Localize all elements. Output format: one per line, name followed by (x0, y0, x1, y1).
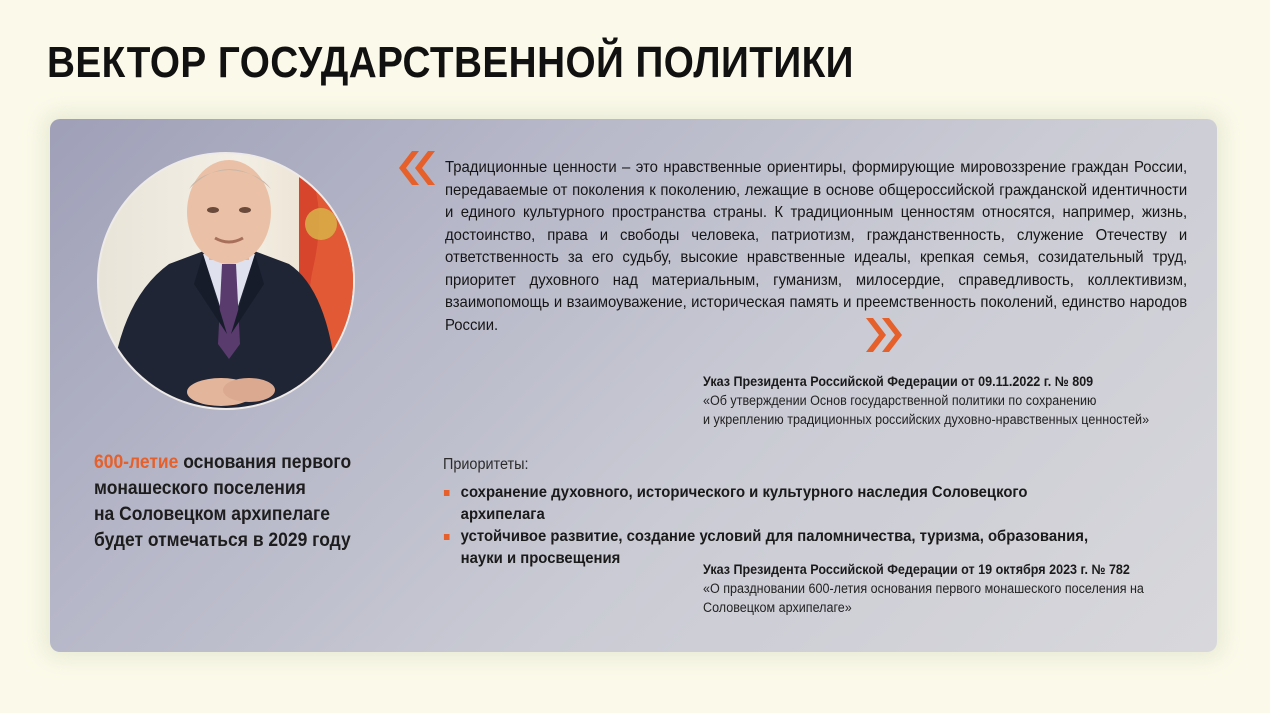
decree-809-citation (703, 372, 1187, 429)
list-item (443, 482, 1094, 526)
quote-text: Традиционные ценности – это нравственные ориентиры, формирующие мировоззрение граждан России, передаваемые от поколения к поколению, лежащие в основе общероссийской гражданской идентичности и единого культурного пространства страны. К традиционным ценностям относятся, например, жизнь, достоинство, права и свободы человека, патриотизм, гражданственность, служение Отечеству и ответственность за его судьбу, высокие нравственные идеалы, крепкая семья, созидательный труд, приоритет духовного над материальным, гуманизм, милосердие, справедливость, коллективизм, взаимопомощь и взаимоуважение, историческая память и преемственность поколений, единство народов России. (445, 159, 1188, 334)
bullet-icon (444, 534, 450, 540)
priority-item-text: устойчивое развитие, создание условий для паломничества, туризма, образования, науки и просвещения (460, 528, 1089, 567)
decree-782-title: Указ Президента Российской Федерации от 19 октября 2023 г. № 782 (703, 562, 1130, 577)
anniversary-line4: будет отмечаться в 2029 году (94, 530, 351, 551)
decree-782-citation (703, 560, 1187, 617)
decree-809-title: Указ Президента Российской Федерации от 09.11.2022 г. № 809 (703, 374, 1094, 389)
bullet-icon (444, 490, 450, 496)
decree-809-line2: и укреплению традиционных российских духовно-нравственных ценностей» (703, 412, 1150, 427)
anniversary-note (94, 450, 370, 554)
decree-809-line1: «Об утверждении Основ государственной политики по сохранению (703, 393, 1097, 408)
priorities-list (443, 482, 1113, 570)
priority-item-text: сохранение духовного, исторического и культурного наследия Соловецкого архипелага (460, 484, 1028, 523)
quote-close-icon (864, 315, 908, 355)
priorities-heading: Приоритеты: (443, 456, 529, 473)
quote-open-icon (392, 148, 436, 188)
decree-782-line1: «О праздновании 600-летия основания первого монашеского поселения на (703, 581, 1144, 596)
anniversary-line1: основания первого (178, 452, 352, 473)
anniversary-line3: на Соловецком архипелаге (94, 504, 331, 525)
page-title: ВЕКТОР ГОСУДАРСТВЕННОЙ ПОЛИТИКИ (47, 38, 854, 87)
anniversary-line2: монашеского поселения (94, 478, 306, 499)
priorities-block (443, 456, 1113, 570)
decree-782-line2: Соловецком архипелаге» (703, 600, 852, 615)
portrait-photo (97, 152, 355, 410)
anniversary-accent: 600-летие (94, 452, 179, 473)
